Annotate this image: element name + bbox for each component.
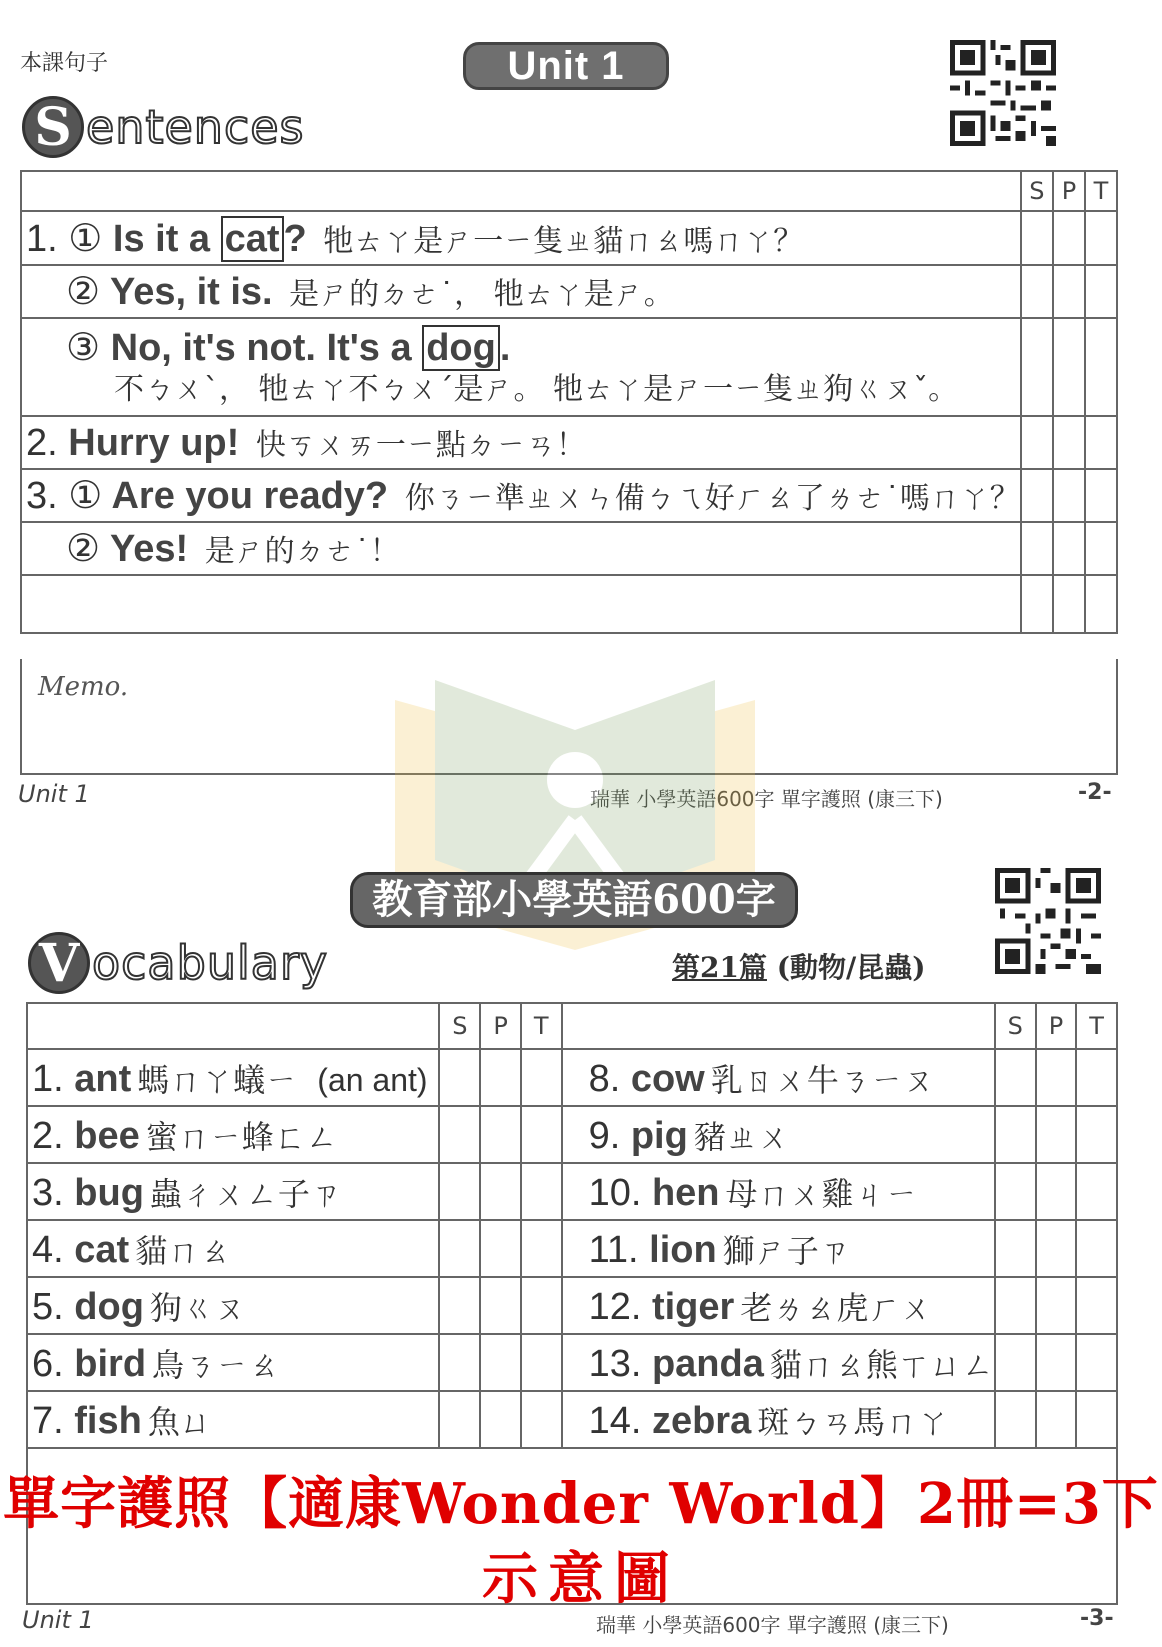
check-s[interactable] xyxy=(439,1163,480,1220)
check-s[interactable] xyxy=(439,1391,480,1448)
vocab-row xyxy=(27,1220,1117,1277)
chinese-word: 斑ㄅㄢ馬ㄇㄚ xyxy=(757,1402,950,1441)
vocab-row xyxy=(27,1334,1117,1391)
word-number: 7. xyxy=(32,1399,64,1442)
check-s[interactable] xyxy=(995,1163,1036,1220)
chinese-word: 母ㄇㄨ雞ㄐㄧ xyxy=(725,1174,918,1213)
footer-unit: Unit 1 xyxy=(22,1606,94,1634)
check-t[interactable] xyxy=(1076,1049,1117,1106)
table-header-row xyxy=(27,1003,1117,1049)
check-p[interactable] xyxy=(480,1334,521,1391)
english-word: tiger xyxy=(651,1285,735,1328)
chinese-word: 狗ㄍㄡ xyxy=(149,1288,246,1327)
check-p[interactable] xyxy=(1036,1334,1077,1391)
heading-initial: S xyxy=(22,96,84,158)
check-p[interactable] xyxy=(1053,318,1085,416)
sentence-1c-translation: 不ㄅㄨˋ， 牠ㄊㄚ不ㄅㄨˊ是ㄕ。 牠ㄊㄚ是ㄕ一ㄧ隻ㄓ狗ㄍㄡˇ。 xyxy=(114,372,959,407)
page-number: -3- xyxy=(1080,1606,1114,1631)
chinese-word: 豬ㄓㄨ xyxy=(693,1117,790,1156)
header-t: T xyxy=(521,1003,562,1049)
check-p[interactable] xyxy=(480,1163,521,1220)
header-t: T xyxy=(1085,171,1117,211)
english-word: bee xyxy=(74,1114,140,1157)
header-s: S xyxy=(439,1003,480,1049)
vocab-word-cell xyxy=(27,1220,439,1277)
check-t[interactable] xyxy=(521,1049,562,1106)
chinese-word: 貓ㄇㄠ xyxy=(135,1231,232,1270)
sentence-2: 2. Hurry up! 快ㄎㄨㄞ一ㄧ點ㄉㄧㄢ！ xyxy=(21,416,1021,469)
check-s[interactable] xyxy=(995,1049,1036,1106)
english-word: cow xyxy=(630,1057,705,1100)
heading-initial: V xyxy=(28,932,90,994)
check-s[interactable] xyxy=(1021,469,1053,522)
english-word: bug xyxy=(74,1171,144,1214)
check-p[interactable] xyxy=(480,1391,521,1448)
footer-book-title: 瑞華 小學英語600字 單字護照 (康三下) xyxy=(590,787,943,811)
check-p[interactable] xyxy=(1036,1277,1077,1334)
check-t[interactable] xyxy=(1076,1220,1117,1277)
vocab-word-cell xyxy=(27,1277,439,1334)
vocabulary-heading xyxy=(28,932,328,994)
check-s[interactable] xyxy=(1021,265,1053,318)
check-s[interactable] xyxy=(1021,318,1053,416)
heading-rest: entences xyxy=(86,100,305,154)
vocab-row xyxy=(27,1391,1117,1448)
word-number: 6. xyxy=(32,1342,64,1385)
chinese-word: 蜜ㄇㄧ蜂ㄈㄥ xyxy=(145,1117,338,1156)
check-p[interactable] xyxy=(480,1106,521,1163)
vocab-word-cell xyxy=(27,1334,439,1391)
vocab-word-cell xyxy=(27,1391,439,1448)
english-word: hen xyxy=(651,1171,720,1214)
header-p: P xyxy=(480,1003,521,1049)
sentence-1c: ③ No, it's not. It's a dog . 不ㄅㄨˋ， 牠ㄊㄚ不ㄅㄨˊ是ㄕ。 牠ㄊㄚ是ㄕ一ㄧ隻ㄓ狗ㄍㄡˇ。 xyxy=(21,318,1021,416)
header-blank xyxy=(27,1003,439,1049)
sentence-1a: 1. ① Is it a cat ? 牠ㄊㄚ是ㄕ一ㄧ隻ㄓ貓ㄇㄠ嗎ㄇㄚ？ xyxy=(21,211,1021,265)
blank-row xyxy=(21,575,1117,633)
sentence-row xyxy=(21,318,1117,416)
sentence-3a: 3. ① Are you ready? 你ㄋㄧ準ㄓㄨㄣ備ㄅㄟ好ㄏㄠ了ㄌㄜ˙嗎ㄇㄚ？ xyxy=(21,469,1021,522)
overlay-subcaption: 示意圖 xyxy=(482,1546,680,1612)
sentence-row xyxy=(21,265,1117,318)
check-s[interactable] xyxy=(1021,522,1053,575)
word-number: 2. xyxy=(32,1114,64,1157)
chinese-word: 乳ㄖㄨ牛ㄋㄧㄡ xyxy=(710,1060,935,1099)
heading-rest: ocabulary xyxy=(92,936,329,990)
blank-cell[interactable] xyxy=(21,575,1021,633)
vocab-word-cell xyxy=(27,1163,439,1220)
sentence-row xyxy=(21,522,1117,575)
check-s[interactable] xyxy=(1021,211,1053,265)
qr-code-icon[interactable] xyxy=(995,868,1101,974)
check-p[interactable] xyxy=(1053,416,1085,469)
boxed-word: dog xyxy=(422,325,500,371)
check-p[interactable] xyxy=(480,1220,521,1277)
check-p[interactable] xyxy=(1053,522,1085,575)
sentence-row xyxy=(21,211,1117,265)
check-s[interactable] xyxy=(995,1106,1036,1163)
word-number: 4. xyxy=(32,1228,64,1271)
word-number: 10. xyxy=(588,1171,642,1214)
english-word: dog xyxy=(74,1285,144,1328)
check-t[interactable] xyxy=(1085,416,1117,469)
qr-code-icon[interactable] xyxy=(950,40,1056,146)
check-s[interactable] xyxy=(995,1334,1036,1391)
sentence-row xyxy=(21,469,1117,522)
chapter-label xyxy=(672,946,925,986)
chinese-word: 魚ㄩ xyxy=(147,1402,212,1441)
memo-label: Memo. xyxy=(38,672,129,702)
check-p[interactable] xyxy=(1036,1391,1077,1448)
check-p[interactable] xyxy=(1036,1049,1077,1106)
check-s[interactable] xyxy=(439,1277,480,1334)
check-p[interactable] xyxy=(1053,575,1085,633)
english-word: fish xyxy=(74,1399,142,1442)
check-p[interactable] xyxy=(1036,1106,1077,1163)
check-t[interactable] xyxy=(1085,211,1117,265)
boxed-word: cat xyxy=(221,216,284,262)
vocab-word-cell xyxy=(562,1163,995,1220)
chinese-word: 螞ㄇㄚ蟻ㄧ xyxy=(137,1060,298,1099)
book-banner: 教育部小學英語600字 xyxy=(350,872,798,928)
header-p: P xyxy=(1053,171,1085,211)
vocab-word-cell xyxy=(27,1049,439,1106)
overlay-caption: 單字護照【適康Wonder World】2冊=3下 xyxy=(3,1471,1159,1537)
check-s[interactable] xyxy=(1021,416,1053,469)
footer-book-title: 瑞華 小學英語600字 單字護照 (康三下) xyxy=(596,1613,949,1637)
check-s[interactable] xyxy=(995,1220,1036,1277)
vocab-word-cell xyxy=(562,1220,995,1277)
word-number: 12. xyxy=(588,1285,642,1328)
check-s[interactable] xyxy=(1021,575,1053,633)
unit-title: Unit 1 xyxy=(463,42,669,90)
vocab-word-cell xyxy=(562,1049,995,1106)
check-t[interactable] xyxy=(1085,575,1117,633)
word-number: 9. xyxy=(588,1114,621,1157)
english-word: panda xyxy=(651,1342,764,1385)
vocab-word-cell xyxy=(562,1391,995,1448)
header-blank xyxy=(562,1003,995,1049)
header-s: S xyxy=(1021,171,1053,211)
check-p[interactable] xyxy=(1053,211,1085,265)
check-p[interactable] xyxy=(1053,265,1085,318)
word-number: 11. xyxy=(588,1228,639,1271)
header-t: T xyxy=(1076,1003,1117,1049)
english-word: bird xyxy=(74,1342,147,1385)
vocab-row xyxy=(27,1049,1117,1106)
sentences-table xyxy=(20,170,1118,634)
check-t[interactable] xyxy=(521,1277,562,1334)
check-t[interactable] xyxy=(521,1391,562,1448)
english-word: zebra xyxy=(651,1399,752,1442)
check-t[interactable] xyxy=(1076,1277,1117,1334)
check-s[interactable] xyxy=(439,1049,480,1106)
word-number: 8. xyxy=(588,1057,621,1100)
chinese-word: 獅ㄕ子ㄗ xyxy=(722,1231,851,1270)
check-t[interactable] xyxy=(521,1334,562,1391)
vocab-word-cell xyxy=(562,1334,995,1391)
table-header-row xyxy=(21,171,1117,211)
sentence-3b: ② Yes! 是ㄕ的ㄉㄜ˙！ xyxy=(21,522,1021,575)
check-p[interactable] xyxy=(1036,1163,1077,1220)
chinese-word: 蟲ㄔㄨㄥ子ㄗ xyxy=(149,1174,342,1213)
section-label: 本課句子 xyxy=(20,51,109,76)
vocab-word-cell xyxy=(27,1106,439,1163)
chinese-word: 貓ㄇㄠ熊ㄒㄩㄥ xyxy=(769,1345,994,1384)
chapter-number: 第21篇 xyxy=(672,951,767,984)
check-s[interactable] xyxy=(995,1391,1036,1448)
check-t[interactable] xyxy=(1085,522,1117,575)
page-number: -2- xyxy=(1078,780,1112,805)
english-word: pig xyxy=(630,1114,688,1157)
check-p[interactable] xyxy=(1053,469,1085,522)
check-t[interactable] xyxy=(1076,1163,1117,1220)
english-word: lion xyxy=(649,1228,717,1271)
chapter-topic: (動物/昆蟲) xyxy=(776,951,926,984)
check-t[interactable] xyxy=(521,1106,562,1163)
check-s[interactable] xyxy=(995,1277,1036,1334)
vocab-row xyxy=(27,1163,1117,1220)
vocab-word-cell xyxy=(562,1106,995,1163)
word-example: (an ant) xyxy=(317,1061,428,1098)
chinese-word: 老ㄌㄠ虎ㄏㄨ xyxy=(740,1288,933,1327)
check-t[interactable] xyxy=(1076,1334,1117,1391)
check-s[interactable] xyxy=(439,1220,480,1277)
vocab-word-cell xyxy=(562,1277,995,1334)
header-p: P xyxy=(1036,1003,1077,1049)
check-s[interactable] xyxy=(439,1106,480,1163)
word-number: 13. xyxy=(588,1342,642,1385)
word-number: 5. xyxy=(32,1285,64,1328)
word-number: 14. xyxy=(588,1399,642,1442)
header-s: S xyxy=(995,1003,1036,1049)
english-word: ant xyxy=(74,1057,132,1100)
word-number: 1. xyxy=(32,1057,64,1100)
check-t[interactable] xyxy=(521,1220,562,1277)
sentence-1b: ② Yes, it is. 是ㄕ的ㄉㄜ˙， 牠ㄊㄚ是ㄕ。 xyxy=(21,265,1021,318)
sentences-heading xyxy=(22,96,305,158)
english-word: cat xyxy=(74,1228,130,1271)
check-s[interactable] xyxy=(439,1334,480,1391)
check-t[interactable] xyxy=(1085,318,1117,416)
check-p[interactable] xyxy=(480,1277,521,1334)
check-p[interactable] xyxy=(1036,1220,1077,1277)
check-t[interactable] xyxy=(1076,1106,1117,1163)
check-t[interactable] xyxy=(1085,265,1117,318)
vocabulary-table xyxy=(26,1002,1118,1449)
sentence-row xyxy=(21,416,1117,469)
footer-unit: Unit 1 xyxy=(18,780,90,808)
check-t[interactable] xyxy=(1085,469,1117,522)
check-t[interactable] xyxy=(1076,1391,1117,1448)
check-t[interactable] xyxy=(521,1163,562,1220)
check-p[interactable] xyxy=(480,1049,521,1106)
chinese-word: 鳥ㄋㄧㄠ xyxy=(152,1345,281,1384)
vocab-row xyxy=(27,1277,1117,1334)
header-blank xyxy=(21,171,1021,211)
vocab-row xyxy=(27,1106,1117,1163)
word-number: 3. xyxy=(32,1171,64,1214)
